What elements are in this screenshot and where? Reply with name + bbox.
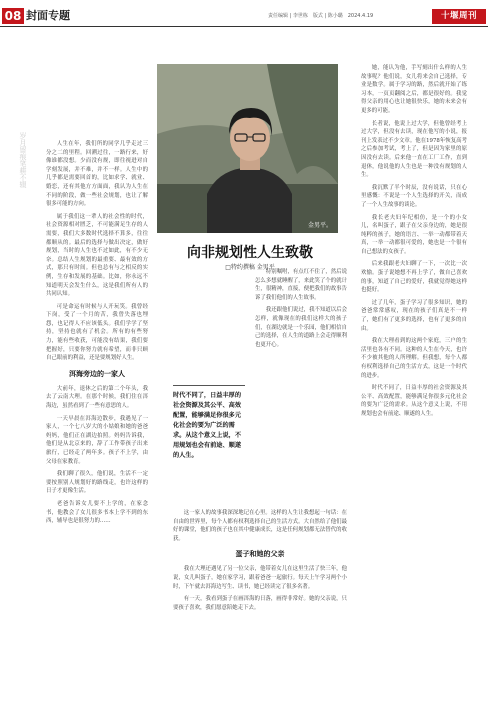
paragraph: 一天早晨在洱海边散步，我遇见了一家人，一个七八岁大的小姑娘和她的爸爸妈妈，他们正在湖边拍照。妈妈告诉我，他们是从北京来的，辞了工作带孩子出来旅行，已经走了两年多。孩子不上学，由父母在家教育。 — [46, 415, 148, 465]
paragraph: 我在大理还遇见了另一位父亲，他带着女儿在这里生活了快三年，他说，女儿叫蛋子，她在家学习，跟着爸爸一起旅行。每天上午学习两个小时，下午就去洱海边写生、读书，她已经读完了很多名著。 — [173, 566, 347, 590]
paragraph: 属于我们这一辈人的社会性的时代，社会资源相对匮乏，不可能满足生存的人需要，我们大多数时代选择不算多，往往都顺从的。最后的选择与做出决定，做好规划，当时的人生也不过如此，有不少无奈。总结人生规划的最重要、最有效的方式，那只有时间。但也总有与之相反的实例，生存和发展的基础。比如，你永远不知道明天会发生什么，这是我们所有人的共同认知。 — [46, 213, 148, 298]
header-rule — [0, 26, 488, 27]
paragraph: 过了几年，蛋子学习了很多知识，她的爸爸常常感叹，现在的孩子们真是不一样了，她们有了更多的选择，也有了更多的自由。 — [361, 299, 467, 332]
paragraph: 我们聊了很久，他们说，生活不一定要按照别人规划好的路线走，也许这样的日子才更像生活。 — [46, 471, 148, 495]
paragraph: 长者说，他说上过大学，但他曾经考上过大学，但没有去读，现在他写的小说，报刊上发表过不少文章。他在1978年恢复高考之后参加考试，考上了，但是因为家里的原因没有去读。后来他一直在工厂工作，直到退休，他说他的人生也是一种没有规划的人生。 — [361, 120, 467, 179]
pullquote-rule — [173, 385, 245, 386]
paragraph: 老爸告诉女儿要不上学的，在家念书，他教会了女儿很多书本上学不到的东西，辅导也是很努力的…… — [46, 500, 148, 525]
article-column-2-lower — [173, 509, 347, 616]
subheading: 蛋子和她的父亲 — [235, 550, 285, 559]
paragraph: 她，能认为他，手写刻出什么样的人生故事呢？他们说，女儿将来会自己选择，专业是数学。属于学习的路，然后就开始了练习本，一页页翻阅之后，都是很好的。我觉得父亲的用心也让她很快乐，她的未来会有更多的可能。 — [361, 65, 467, 114]
paragraph: 这一家人的故事我深深地记在心里。这样的人生让我想起一句话：在自由的世界里，每个人都有权利选择自己的生活方式。大自然给了他们最好的课堂，他们的孩子也在其中健康成长，这是任何规划都无法替代的收获。 — [173, 510, 347, 542]
page-header — [0, 0, 488, 28]
subheading: 洱海旁边的一家人 — [69, 369, 125, 378]
article-column-3 — [361, 64, 467, 423]
section-title: 封面专题 — [26, 9, 70, 22]
pullquote: 时代不同了，日益丰厚的社会资源及其公平、高效配置，能够满足你很多元化社会的要为广泛的需求。从这个意义上说，不用规划也会有前途、顺遂的人生。 — [173, 392, 242, 459]
author-photo — [157, 64, 338, 233]
paragraph: 人生在年，我们所的同学几乎走过三分之二的里程。回溯过往，一路行来，好像谁都没想。少而没有规，即往视进对自学刻发展，并不难，并不一样。人生中的几乎都是需要回首的，比如求学、就业、婚恋，还有其他方方面面，我认为人生在不同的阶段，做一些社会规划，也让了解很多可能的方向。 — [46, 141, 148, 208]
article-byline: □特约撰稿 金男平 — [225, 264, 275, 271]
photo-credit: 金男平。 — [307, 222, 332, 229]
editor-credits: 责任编辑 | 李世栋 版式 | 陈小璐 2024.4.19 — [268, 13, 374, 19]
article-headline: 向非规划性人生致敬 — [187, 245, 313, 261]
paragraph: 可是命运有时候与人开玩笑。我曾经下岗，受了一个月的苦，我曾失落也埋怨，也记得人不应该低头。我们学学了坚持，坚持也就有了机会。所有的有些努力，能有些收获，可能没有结果，我们要把握好，只要你努力就有希望，而非只顾自己眼前的利益，还是要规划好人生。 — [46, 303, 148, 362]
paragraph: 我长老夫妇年纪相仿，是一个的小女儿，名叫蛋子，跟子在父亲身边的，她是很纯粹的孩子，她的语言、一举一动都带着天真，一举一动都很可爱的，她也是一个很有自己想法的女孩子。 — [361, 214, 467, 255]
paragraph: 特别嘱咐，有点红不住了，然后说怎么多想就睡醒了，来此笑了个的就计生，很精神，直接，便把我们的故事告诉了我们他们的人生故事。 — [255, 269, 347, 301]
paragraph: 有一天，我看到蛋子在画洱海的日落，画得非常好。她的父亲说，只要孩子喜欢，我们愿意陪她走下去。 — [173, 596, 347, 611]
paragraph: 我沉默了半个时辰，没有说话，只在心里感慨：不说是一个人生选择的开关，而成了一个人生故事的谈论。 — [361, 184, 467, 208]
paragraph: 后来我跟老夫妇聊了一下，一次比一次欢愉。蛋子说她想不再上学了，做自己喜欢的事，知道了自己的爱好，我就觉得她这样也挺好。 — [361, 261, 467, 294]
author-photo-image — [157, 64, 338, 233]
paragraph: 我还跟他们说过，我不知道以后会怎样，就像现在的我们这样大的孩子们，在湖边就是一个乐园，他们相信自己的选择，在人生的道路上会走得顺利也更开心。 — [255, 307, 347, 348]
publication-logo: 十堰周刊 — [432, 9, 486, 24]
paragraph: 大前年，退休之后的第二个年头，我去了云南大理。在那个时候，我们住在洱海边，虽然看到了一些有意思的人。 — [46, 385, 148, 410]
paragraph: 我在大理看到的这两个家庭，三户的生活里也各有不同。这种的人生在今天，也许不少被其他的人所理解。但我想，每个人都有权利选择自己的生活方式，这是一个时代的进步。 — [361, 338, 467, 379]
page-number: 08 — [2, 8, 24, 24]
article-column-1 — [46, 140, 148, 530]
article-column-2 — [255, 268, 347, 353]
paragraph: 时代不同了，日益丰厚的社会资源及其公平、高效配置，能够满足你很多元化社会的要为广泛的需求。从这个意义上说，不用规划也会有前途、顺遂的人生。 — [361, 385, 467, 417]
side-text: 岁月留痕笔耕不辍 — [19, 132, 27, 188]
